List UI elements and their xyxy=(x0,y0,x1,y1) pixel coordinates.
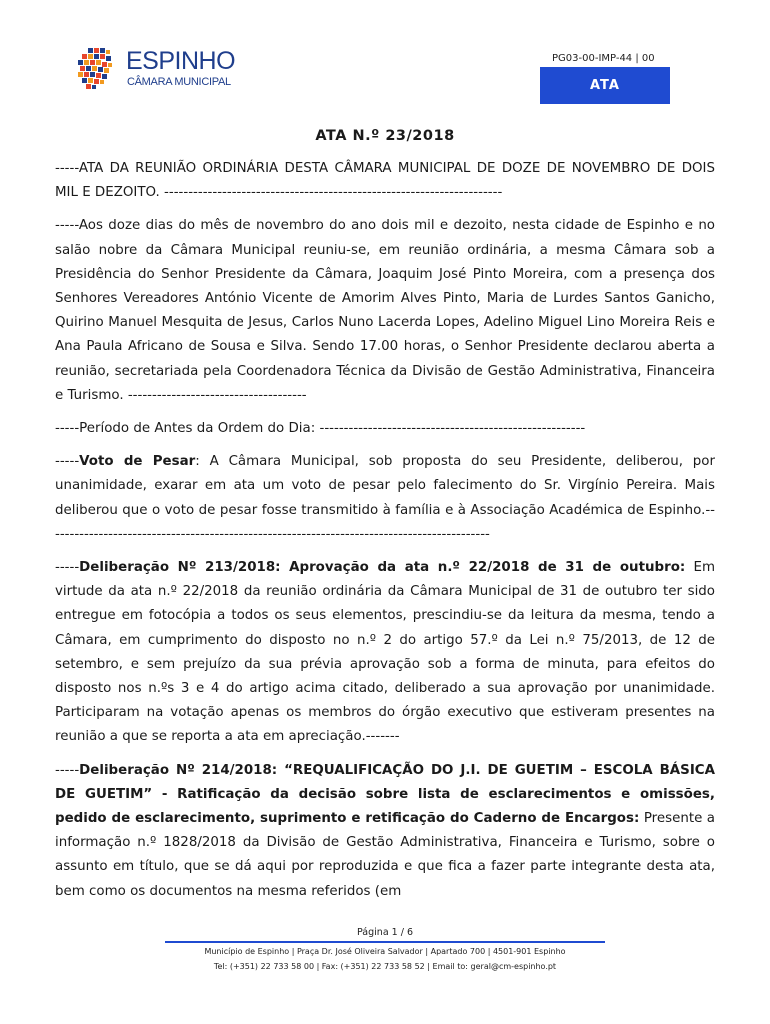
footer-address: Município de Espinho | Praça Dr. José Oliveira Salvador | Apartado 700 | 4501-901 Espinho xyxy=(204,947,566,956)
page-header xyxy=(0,40,770,110)
paragraph-heading: Deliberação Nº 213/2018: Aprovação da ata n.º 22/2018 de 31 de outubro: xyxy=(79,560,686,576)
paragraph-voto-pesar xyxy=(55,450,715,547)
document-type-badge: ATA xyxy=(540,67,670,104)
minutes-body xyxy=(55,157,715,913)
document-title: ATA N.º 23/2018 xyxy=(315,128,455,144)
paragraph-text: : A Câmara Municipal, sob proposta do seu Presidente, deliberou, por unanimidade, exarar em ata um voto de pesar pelo falecimento do Sr. Virgínio Pereira. Mais deliberou que o voto de pesar fosse transmitido à família e à Associação Académica de Espinho.-------------------------------------------------------------------------------------------- xyxy=(55,454,716,542)
paragraph-deliberacao-214 xyxy=(55,759,715,904)
paragraph-opening: -----ATA DA REUNIÃO ORDINÁRIA DESTA CÂMARA MUNICIPAL DE DOZE DE NOVEMBRO DE DOIS MIL E DEZOITO. ---------------------------------------------------------------------- xyxy=(55,161,715,201)
paragraph-prefix: ----- xyxy=(55,560,80,576)
paragraph-text: Presente a informação n.º 1828/2018 da Divisão de Gestão Administrativa, Financeira e Turismo, sobre o assunto em título, que se dá aqui por reproduzida e que fica a fazer parte integrante desta ata, bem como os documentos na mesma referidos (em xyxy=(55,811,715,899)
paragraph-prefix: ----- xyxy=(55,454,80,470)
document-code: PG03-00-IMP-44 | 00 xyxy=(552,53,655,64)
logo-wordmark: ESPINHO xyxy=(126,47,236,75)
mosaic-logo-icon xyxy=(78,48,120,90)
paragraph-prefix: ----- xyxy=(55,762,80,778)
paragraph-text: Em virtude da ata n.º 22/2018 da reunião ordinária da Câmara Municipal de 31 de outubro ter sido entregue em fotocópia a todos os seus elementos, prescindiu-se da leitura da mesma, tendo a Câmara, em cumprimento do disposto no n.º 2 do artigo 57.º da Lei n.º 75/2013, de 12 de setembro, e sem prejuízo da sua prévia aprovação sob a forma de minuta, para efeitos do disposto nos n.ºs 3 e 4 do artigo acima citado, deliberado a sua aprovação por unanimidade. Participaram na votação apenas os membros do órgão executivo que estiveram presentes na reunião a que se reporta a ata em apreciação.------- xyxy=(55,560,715,745)
paragraph-heading: Deliberação Nº 214/2018: “REQUALIFICAÇÃO DO J.I. DE GUETIM – ESCOLA BÁSICA DE GUETIM” - Ratificação da decisão sobre lista de esclarecimentos e omissões, pedido de esclarecimento, suprimento e retificação do Caderno de Encargos: xyxy=(55,762,715,827)
footer-contact: Tel: (+351) 22 733 58 00 | Fax: (+351) 22 733 58 52 | Email to: geral@cm-espinho.pt xyxy=(213,962,557,971)
espinho-logo xyxy=(78,46,278,94)
page-number: Página 1 / 6 xyxy=(357,927,413,938)
paragraph-attendance: -----Aos doze dias do mês de novembro do ano dois mil e dezoito, nesta cidade de Espinho e no salão nobre da Câmara Municipal reuniu-se, em reunião ordinária, a mesma Câmara sob a Presidência do Senhor Presidente da Câmara, Joaquim José Pinto Moreira, com a presença dos Senhores Vereadores António Vicente de Amorim Alves Pinto, Maria de Lurdes Santos Ganicho, Quirino Manuel Mesquita de Jesus, Carlos Nuno Lacerda Lopes, Adelino Miguel Lino Moreira Reis e Ana Paula Africano de Sousa e Silva. Sendo 17.00 horas, o Senhor Presidente declarou aberta a reunião, secretariada pela Coordenadora Técnica da Divisão de Gestão Administrativa, Financeira e Turismo. ------------------------------------- xyxy=(55,218,715,403)
paragraph-antes-ordem: -----Período de Antes da Ordem do Dia: ------------------------------------------------------- xyxy=(55,421,586,437)
logo-subtitle: CÂMARA MUNICIPAL xyxy=(127,76,231,88)
paragraph-heading: Voto de Pesar xyxy=(79,454,196,470)
footer-divider xyxy=(165,941,605,943)
page-footer xyxy=(0,927,770,971)
paragraph-deliberacao-213 xyxy=(55,556,715,750)
